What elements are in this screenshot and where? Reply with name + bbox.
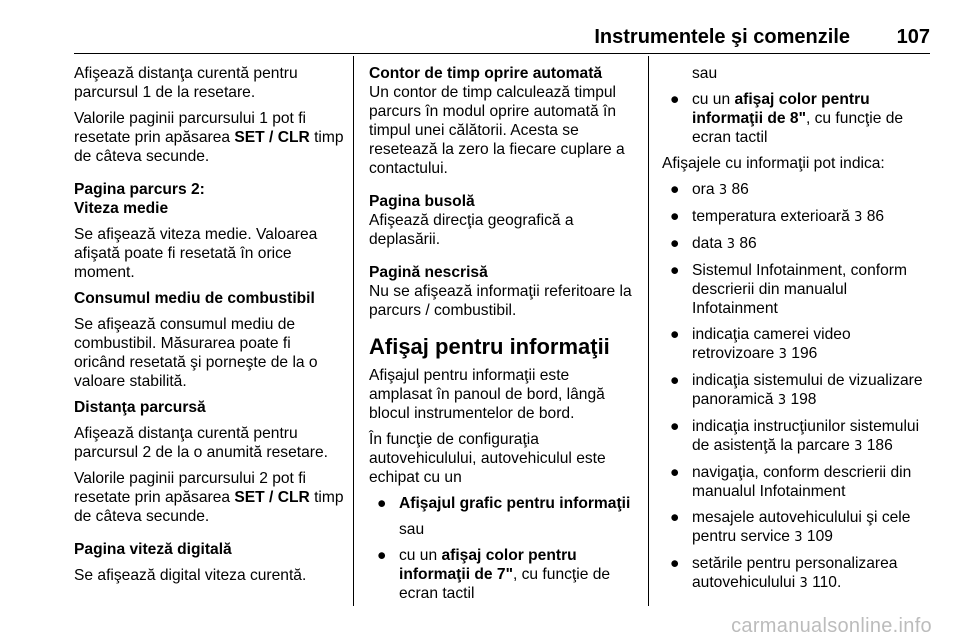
text: Valorile paginii parcursului 2 pot fi resetate prin apăsarea	[74, 470, 307, 506]
list-item	[662, 234, 934, 254]
page-ref-link[interactable]: 86	[739, 235, 757, 252]
section	[74, 398, 346, 417]
column-3	[662, 64, 934, 600]
paragraph: Afişajele cu informaţii pot indica:	[662, 155, 885, 172]
page-ref-arrow-icon: 3	[799, 576, 808, 591]
column-1	[74, 64, 346, 592]
bullet-icon: ●	[670, 181, 680, 198]
item-text: ora	[692, 181, 719, 198]
bullet-icon: ●	[670, 262, 680, 279]
paragraph: Se afişează viteza medie. Valoarea afişată poate fi resetată în orice moment.	[74, 226, 318, 281]
list-item	[662, 417, 934, 456]
bullet-icon: ●	[670, 326, 680, 343]
item-text: indicaţia instrucţiunilor sistemului de asistenţă la parcare	[692, 418, 920, 454]
heading: Pagina parcurs 2:	[74, 181, 205, 198]
page-ref-arrow-icon: 3	[854, 210, 863, 225]
bullet-icon: ●	[670, 509, 680, 526]
list-item	[369, 494, 635, 513]
section	[369, 192, 635, 249]
page-header	[74, 20, 930, 54]
paragraph: Se afişează consumul mediu de combustibil. Măsurarea poate fi oricând resetată şi porneşte de la o valoare stabilită.	[74, 316, 318, 390]
paragraph: Nu se afişează informaţii referitoare la parcurs / combustibil.	[369, 283, 632, 319]
text: afişaj color pentru informaţii de 7"	[399, 547, 577, 583]
bullet-list	[369, 494, 635, 513]
page-ref-link[interactable]: 196	[791, 345, 818, 362]
page-ref-arrow-icon: 3	[726, 237, 735, 252]
paragraph	[74, 109, 346, 166]
bullet-icon: ●	[670, 91, 680, 108]
text: timp de câteva secunde.	[74, 489, 344, 525]
bullet-list	[662, 180, 934, 593]
page-title: Instrumentele şi comenzile	[594, 26, 850, 48]
item-text: indicaţia sistemului de vizualizare panoramică	[692, 372, 923, 408]
page-ref-arrow-icon: 3	[778, 347, 787, 362]
text: , cu funcţie de ecran tactil	[692, 110, 904, 146]
text: cu un	[692, 91, 735, 108]
list-item	[662, 371, 934, 410]
item-text: mesajele autovehiculului şi cele pentru service	[692, 509, 911, 545]
page-number: 107	[896, 26, 930, 48]
heading: Pagină nescrisă	[369, 264, 488, 281]
page-ref-arrow-icon: 3	[718, 183, 728, 198]
heading: Distanţa parcursă	[74, 399, 206, 416]
bullet-icon: ●	[377, 495, 387, 512]
bullet-icon: ●	[670, 464, 680, 481]
heading: Pagina viteză digitală	[74, 541, 232, 558]
item-text: navigaţia, conform descrierii din manualul Infotainment	[692, 464, 912, 500]
column-divider-2	[648, 56, 649, 606]
item-text: Sistemul Infotainment, conform descrierii din manualul Infotainment	[692, 262, 907, 317]
list-item	[662, 463, 934, 501]
heading: Pagina busolă	[369, 193, 475, 210]
paragraph: Afişează distanţa curentă pentru parcursul 1 de la resetare.	[74, 65, 298, 101]
paragraph: În funcţie de configuraţia autovehiculului, autovehiculul este echipat cu un	[369, 431, 606, 486]
section-title: Afişaj pentru informaţii	[369, 334, 610, 359]
paragraph: Afişajul pentru informaţii este amplasat în panoul de bord, lângă blocul instrumentelor de bord.	[369, 367, 605, 422]
button-label-ref: SET / CLR	[234, 489, 310, 506]
section	[74, 540, 346, 559]
list-item	[662, 90, 934, 147]
item-text: data	[692, 235, 727, 252]
text: Valorile paginii parcursului 1 pot fi resetate prin apăsarea	[74, 110, 307, 146]
section	[74, 289, 346, 308]
bullet-icon: ●	[670, 372, 680, 389]
list-item	[662, 325, 934, 364]
page-ref-link[interactable]: 110.	[812, 574, 842, 591]
page-ref-link[interactable]: 198	[790, 391, 817, 408]
section	[369, 64, 635, 83]
bullet-list	[662, 90, 934, 147]
paragraph: sau	[399, 521, 425, 538]
heading: Contor de timp oprire automată	[369, 65, 603, 82]
list-item	[662, 554, 934, 593]
section	[369, 263, 635, 320]
list-item	[662, 207, 934, 227]
bullet-icon: ●	[377, 547, 387, 564]
list-item	[662, 508, 934, 547]
bullet-icon: ●	[670, 555, 680, 572]
text: cu un	[399, 547, 442, 564]
paragraph	[74, 469, 346, 526]
column-2	[369, 64, 635, 610]
button-label-ref: SET / CLR	[234, 129, 310, 146]
paragraph: Afişează distanţa curentă pentru parcursul 2 de la o anumită resetare.	[74, 425, 328, 461]
list-item	[662, 261, 934, 318]
page-ref-arrow-icon: 3	[777, 393, 787, 408]
list-item	[662, 180, 934, 200]
bullet-list	[369, 546, 635, 603]
paragraph: Afişează direcţia geografică a deplasării.	[369, 212, 574, 248]
heading: Viteza medie	[74, 200, 169, 217]
bullet-icon: ●	[670, 235, 680, 252]
item-text: temperatura exterioară	[692, 208, 855, 225]
text: , cu funcţie de ecran tactil	[399, 566, 611, 602]
paragraph: Se afişează digital viteza curentă.	[74, 567, 307, 584]
bullet-icon: ●	[670, 418, 680, 435]
text: timp de câteva secunde.	[74, 129, 344, 165]
section	[74, 180, 346, 218]
paragraph: sau	[692, 65, 718, 82]
bullet-icon: ●	[670, 208, 680, 225]
page-ref-link[interactable]: 186	[866, 437, 893, 454]
item-text: setările pentru personalizarea autovehiculului	[692, 555, 898, 591]
watermark: carmanualsonline.info	[731, 615, 932, 637]
page-ref-link[interactable]: 86	[866, 208, 885, 225]
text: afişaj color pentru informaţii de 8"	[692, 91, 870, 127]
page-ref-link[interactable]: 86	[731, 181, 749, 198]
paragraph: Un contor de timp calculează timpul parcurs în modul oprire automată în timpul unei călătorii. Acesta se resetează la zero la fiecare cuplare a contactului.	[369, 84, 625, 177]
page-ref-arrow-icon: 3	[794, 530, 803, 545]
list-item	[369, 546, 635, 603]
column-divider-1	[353, 56, 354, 606]
item-text: indicaţia camerei video retrovizoare	[692, 326, 851, 362]
page-ref-link[interactable]: 109	[806, 528, 833, 545]
header-rule	[74, 53, 930, 54]
text: Afişajul grafic pentru informaţii	[399, 495, 631, 512]
page-ref-arrow-icon: 3	[854, 439, 863, 454]
heading: Consumul mediu de combustibil	[74, 290, 315, 307]
